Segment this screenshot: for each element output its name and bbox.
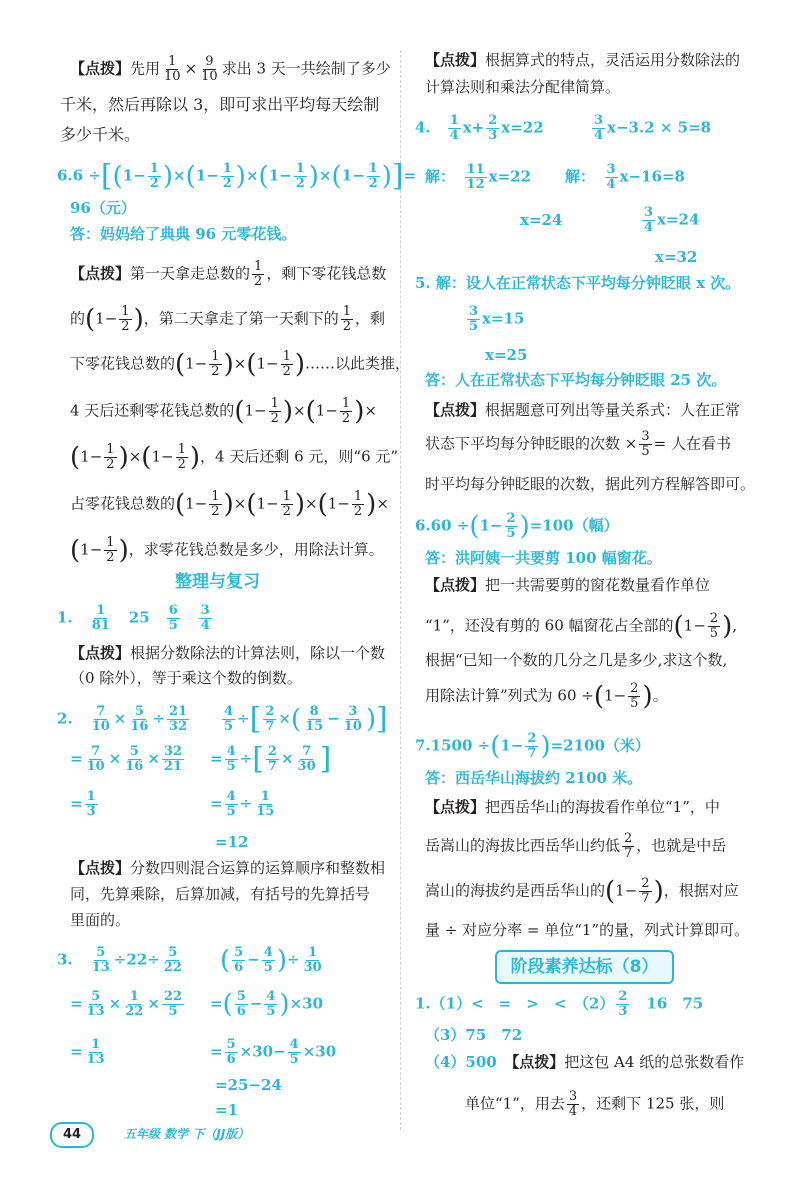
- hint-line: 4 天后还剩零花钱总数的(1− $\frac{1}{2}$ )×(1− $\frac{1}{2}$ )×: [70, 396, 377, 427]
- series-label: 五年级 数学 下（JJ版）: [124, 1127, 250, 1141]
- q5-statement: 5. 解：设人在正常状态下平均每分钟眨眼 x 次。: [415, 274, 741, 292]
- hint-line: 状态下平均每分钟眨眼的次数 × $\frac{3}{5}$ = 人在看书: [425, 429, 731, 459]
- hint-line: 【点拨】把西岳华山的海拔看作单位“1”，中: [425, 798, 720, 816]
- review-q3b: ( $\frac{5}{6}$ − $\frac{4}{5}$ )÷ $\frac{1}{30}$: [220, 945, 322, 976]
- hint-line: 【点拨】根据分数除法的计算法则，除以一个数: [70, 644, 386, 662]
- q7-expression: 7.1500 ÷(1− $\frac{2}{7}$ )=2100（米）: [415, 731, 650, 762]
- hint-line: 根据“已知一个数的几分之几是多少,求这个数,: [425, 651, 728, 669]
- review-q2a: 2. $\frac{7}{10}$ × $\frac{5}{16}$ ÷ $\frac{21}{32}$: [57, 704, 188, 734]
- q6-answer-right: 答：洪阿姨一共要剪 100 幅窗花。: [425, 549, 662, 567]
- hint-line: (1− $\frac{1}{2}$ )，求零花钱总数是多少，用除法计算。: [70, 535, 384, 566]
- column-divider: [400, 50, 401, 1130]
- q5-answer: 答：人在正常状态下平均每分钟眨眼 25 次。: [425, 371, 727, 389]
- stage-q1-part3: （3）75 72: [425, 1026, 523, 1044]
- review-q2b: $\frac{4}{5}$ ÷[ $\frac{2}{7}$ ×( $\frac{8}{15}$ − $\frac{3}{10}$ )]: [224, 701, 388, 737]
- hint-line: 计算法则和乘法分配律简算。: [425, 78, 621, 96]
- hint-line: (1− $\frac{1}{2}$ )×(1− $\frac{1}{2}$ )，4 天后还剩 6 元，则“6 元”: [70, 442, 399, 473]
- review-q2a: = $\frac{7}{10}$ × $\frac{5}{16}$ × $\frac{32}{21}$: [70, 744, 183, 774]
- hint-line: 嵩山的海拔约是西岳华山的(1− $\frac{2}{7}$ )，根据对应: [425, 876, 739, 907]
- q6-expression: 6.6 ÷[(1− $\frac{1}{2}$ )×(1− $\frac{1}{2}$ )×(1− $\frac{1}{2}$ )×(1− $\frac{1}{2}$ )]=: [57, 158, 417, 194]
- q4-result-b: x=32: [655, 248, 698, 266]
- hint-line: 【点拨】先用 $\frac{1}{10}$ × $\frac{9}{10}$ 求出 3 天一共绘制了多少: [70, 54, 391, 84]
- review-q3b-step: =25−24: [215, 1076, 282, 1094]
- review-q1-answers: 1. $\frac{1}{81}$ 25 $\frac{6}{5}$ $\frac{3}{4}$: [57, 603, 210, 633]
- hint-line: 里面的。: [70, 911, 131, 929]
- hint-line: 多少千米。: [60, 125, 141, 144]
- q7-answer: 答：西岳华山海拔约 2100 米。: [425, 769, 643, 787]
- hint-line: 占零花钱总数的(1− $\frac{1}{2}$ )×(1− $\frac{1}{2}$ )×(1− $\frac{1}{2}$ )×: [70, 489, 389, 520]
- hint-line: 【点拨】第一天拿走总数的 $\frac{1}{2}$ ，剩下零花钱总数: [70, 259, 387, 289]
- hint-line: 【点拨】根据题意可列出等量关系式：人在正常: [425, 401, 741, 419]
- review-q3b: = $\frac{5}{6}$ ×30− $\frac{4}{5}$ ×30: [210, 1037, 337, 1067]
- hint-line: 时平均每分钟眨眼的次数，据此列方程解答即可。: [425, 475, 756, 493]
- hint-line: “1”，还没有剪的 60 幅窗花占全部的(1− $\frac{2}{5}$ ),: [425, 611, 738, 642]
- hint-line: 千米，然后再除以 3，即可求出平均每天绘制: [60, 95, 380, 114]
- review-q3a: = $\frac{5}{13}$ × $\frac{1}{22}$ × $\frac{22}{5}$: [70, 989, 183, 1019]
- section-title-stage: 阶段素养达标（8）: [495, 950, 674, 984]
- q6-result: 96（元）: [70, 199, 136, 217]
- q4-equation-a: 4. $\frac{1}{4}$ x+ $\frac{2}{3}$ x=22: [415, 113, 544, 143]
- review-q2a: = $\frac{1}{3}$: [70, 789, 96, 819]
- stage-q1-part4: （4）500 【点拨】把这包 A4 纸的总张数看作: [425, 1053, 745, 1071]
- q6-answer: 答：妈妈给了典典 96 元零花钱。: [70, 225, 297, 243]
- hint-line: 同，先算乘除，后算加减，有括号的先算括号: [70, 885, 371, 903]
- review-q3a: = $\frac{1}{13}$: [70, 1037, 105, 1067]
- q6-expression-right: 6.60 ÷(1− $\frac{2}{5}$ )=100（幅）: [415, 511, 619, 542]
- hint-line: 【点拨】分数四则混合运算的运算顺序和整数相: [70, 859, 386, 877]
- review-q3a: 3. $\frac{5}{13}$ ÷22÷ $\frac{5}{22}$: [57, 945, 182, 975]
- hint-line: 用除法计算”列式为 60 ÷(1− $\frac{2}{5}$ )。: [425, 681, 668, 712]
- review-q2b: = $\frac{4}{5}$ ÷[ $\frac{2}{7}$ × $\frac{7}{30}$ ]: [210, 741, 332, 777]
- hint-line: 量 ÷ 对应分率 = 单位“1”的量，列式计算即可。: [425, 921, 750, 939]
- hint-line: 单位“1”，用去 $\frac{3}{4}$ ，还剩下 125 张，则: [465, 1089, 725, 1119]
- q4-step-b: $\frac{3}{4}$ x=24: [644, 205, 700, 235]
- section-title-review: 整理与复习: [175, 572, 260, 592]
- review-q2b: = $\frac{4}{5}$ ÷ $\frac{1}{15}$: [210, 789, 275, 819]
- hint-line: 的(1− $\frac{1}{2}$ )，第二天拿走了第一天剩下的 $\frac{1}{2}$ ，剩: [70, 304, 386, 335]
- review-q2b-result: =12: [215, 833, 249, 851]
- q4-solution-a: 解： $\frac{11}{12}$ x=22: [425, 162, 532, 192]
- page-footer: [50, 1118, 280, 1148]
- hint-line: 【点拨】把一共需要剪的窗花数量看作单位: [425, 576, 711, 594]
- q4-solution-b: 解： $\frac{3}{4}$ x−16=8: [565, 162, 685, 192]
- hint-line: 【点拨】根据算式的特点，灵活运用分数除法的: [425, 51, 741, 69]
- hint-line: （0 除外），等于乘这个数的倒数。: [70, 669, 302, 687]
- hint-line: 下零花钱总数的(1− $\frac{1}{2}$ )×(1− $\frac{1}{2}$ )……以此类推，: [70, 349, 411, 380]
- q4-equation-b: $\frac{3}{4}$ x−3.2 × 5=8: [594, 113, 712, 143]
- q5-result: x=25: [485, 346, 528, 364]
- hint-line: 岳嵩山的海拔比西岳华山约低 $\frac{2}{7}$ ，也就是中岳: [425, 831, 727, 861]
- page-number: 44: [50, 1122, 94, 1148]
- review-q3b-result: =1: [215, 1101, 239, 1119]
- q4-result-a: x=24: [520, 211, 563, 229]
- review-q3b: =( $\frac{5}{6}$ − $\frac{4}{5}$ )×30: [210, 989, 324, 1020]
- q5-equation: $\frac{3}{5}$ x=15: [469, 304, 525, 334]
- stage-q1-part1: 1.（1）< = > < （2） $\frac{2}{3}$ 16 75: [415, 989, 704, 1019]
